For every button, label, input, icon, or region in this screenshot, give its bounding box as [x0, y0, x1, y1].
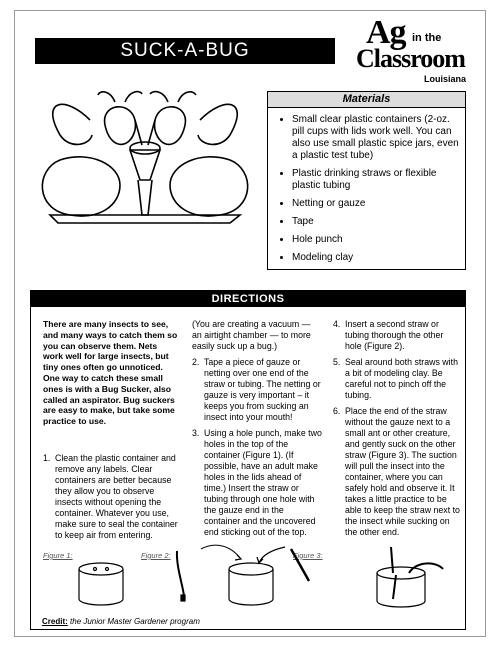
figure-drawings	[41, 541, 457, 611]
step-text: Tape a piece of gauze or netting over one end of the straw or tubing. The netting or gauze is very important – it keeps you from sucking an insect into your mouth!	[204, 357, 321, 422]
credit-label: Credit:	[42, 617, 68, 626]
step-text: Seal around both straws with a bit of modeling clay. Be careful not to pinch off the tubing.	[345, 357, 458, 400]
directions-heading: DIRECTIONS	[31, 291, 465, 307]
directions-column-1	[43, 319, 178, 546]
materials-item: • Netting or gauze	[292, 198, 461, 210]
figure-2-label: Figure 2:	[141, 551, 171, 560]
step-number: 6.	[333, 406, 341, 416]
materials-heading: Materials	[268, 92, 465, 108]
materials-box	[267, 91, 466, 270]
materials-item: • Hole punch	[292, 234, 461, 246]
figure-2-container	[177, 545, 309, 605]
directions-intro: There are many insects to see, and many ways to catch them so you can observe them. Nets work well for large insects, but tiny ones often go unnoticed. One way to catch these small ones is with a Bug Sucker, also called an aspirator. Bug suckers are easy to make, but take some practice to use.	[43, 319, 178, 427]
credit-line	[42, 617, 200, 626]
directions-box	[30, 290, 466, 630]
step-5	[333, 357, 461, 401]
credit-source: the Junior Master Gardener program	[70, 617, 200, 626]
figure-1-container	[79, 563, 123, 605]
step-number: 4.	[333, 319, 341, 329]
step-2	[192, 357, 322, 423]
figure-1-label: Figure 1:	[43, 551, 73, 560]
materials-list	[268, 114, 465, 264]
page-title: SUCK-A-BUG	[35, 38, 335, 64]
materials-item: • Plastic drinking straws or flexible plastic tubing	[292, 168, 461, 192]
directions-column-3	[333, 319, 461, 543]
vacuum-note: (You are creating a vacuum — an airtight chamber — to more easily suck up a bug.)	[192, 319, 311, 351]
logo-ag: Ag	[366, 14, 406, 51]
logo-in-the: in the	[412, 32, 442, 44]
logo-classroom: Classroom	[356, 44, 465, 73]
step-number: 5.	[333, 357, 341, 367]
figures-row	[41, 541, 457, 611]
step-1	[43, 453, 178, 541]
step-number: 2.	[192, 357, 200, 367]
logo-state: Louisiana	[424, 74, 467, 84]
step-number: 1.	[43, 452, 51, 463]
figure-3-label: Figure 3:	[293, 551, 323, 560]
figure-3-container	[377, 547, 443, 607]
ag-in-the-classroom-logo	[350, 14, 470, 84]
directions-column-2	[192, 319, 322, 543]
materials-item: • Small clear plastic containers (2-oz. pill cups with lids work well. You can also use small plastic spice jars, even a plastic test tube)	[292, 114, 461, 162]
materials-item: • Modeling clay	[292, 252, 461, 264]
step-text: Using a hole punch, make two holes in the top of the container (Figure 1). (If possible, have an adult make holes in the lids ahead of time.) Insert the straw or tubing through one hole with the gauze end in the container and the uncovered end sticking out of the top.	[204, 428, 322, 537]
materials-item: • Tape	[292, 216, 461, 228]
step-text: Clean the plastic container and remove any labels. Clear containers are better because they allow you to observe insects without opening the container. Whatever you use, make sure to seal the container to keep air from entering.	[55, 452, 178, 540]
step-text: Place the end of the straw without the gauze next to a small ant or other creature, and gently suck on the other straw (Figure 3). The suction will pull the insect into the container, where you can safely hold and observe it. It takes a little practice to be able to keep the straw next to the insect while sucking on the other end.	[345, 406, 460, 537]
step-6	[333, 406, 461, 538]
step-3	[192, 428, 322, 538]
bugs-sharing-milkshake-illustration	[30, 90, 260, 250]
step-text: Insert a second straw or tubing thorough the other hole (Figure 2).	[345, 319, 444, 351]
step-4	[333, 319, 461, 352]
step-number: 3.	[192, 428, 200, 438]
